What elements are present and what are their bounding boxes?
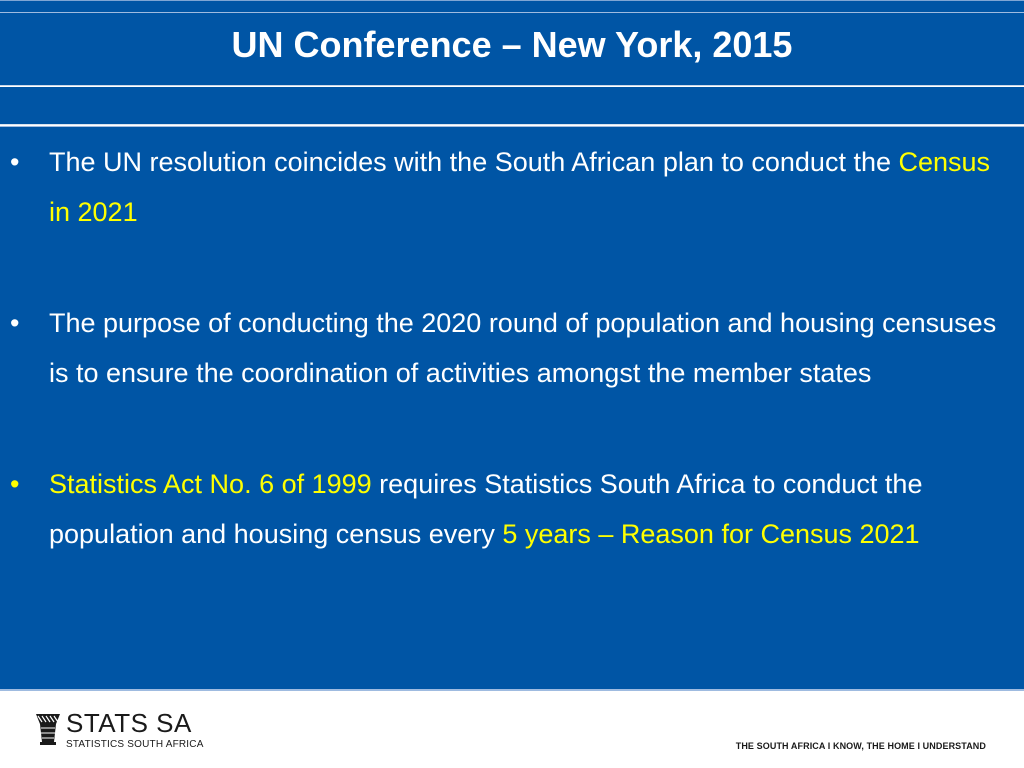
footer [0,692,1024,768]
bullet-marker: • [10,308,20,338]
bullet-text: The purpose of conducting the 2020 round of population and housing censuses is to ensure the coordination of activities amongst the member states [49,308,997,388]
bullet-highlight: Statistics Act No. 6 of 1999 [49,469,372,499]
brand-subtitle: STATISTICS SOUTH AFRICA [66,739,204,750]
bullet-highlight: Census in 2021 [49,147,991,227]
bullet-item [10,298,1015,398]
footer-tagline: THE SOUTH AFRICA I KNOW, THE HOME I UNDERSTAND [735,741,986,751]
slide-title: UN Conference – New York, 2015 [231,24,793,65]
bullet-item [10,137,1015,237]
basket-logo-icon [34,712,62,746]
bullet-list [10,137,1015,620]
bullet-item [10,459,1015,559]
bullet-highlight: 5 years – Reason for Census 2021 [502,519,920,549]
bullet-marker: • [10,147,20,177]
content-panel [0,126,1024,691]
bullet-marker: • [10,469,20,499]
title-bar [0,0,1024,86]
bullet-text: The UN resolution coincides with the South African plan to conduct the [49,147,899,177]
brand-name: STATS SA [66,708,192,738]
spacer-bar [0,87,1024,125]
bullet-text: requires Statistics South Africa to conduct the population and housing census every [49,469,923,549]
